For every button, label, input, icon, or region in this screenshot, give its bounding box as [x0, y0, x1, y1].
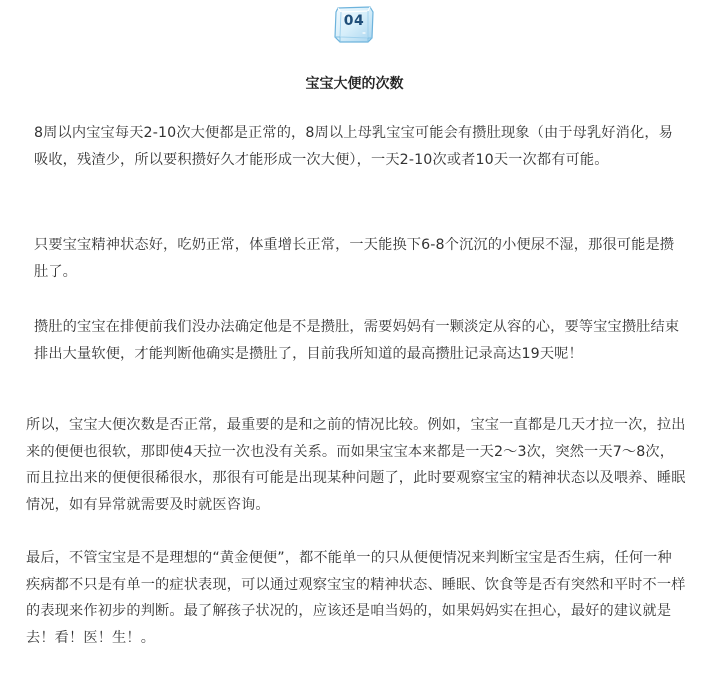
badge-number: 04 — [343, 13, 365, 29]
paragraph-conclusion: 最后，不管宝宝是不是理想的“黄金便便”，都不能单一的只从便便情况来判断宝宝是否生病，任何一种疾病都不只是有单一的症状表现，可以通过观察宝宝的精神状态、睡眠、饮食等是否有突然和平时不一样的表现来作初步的判断。最了解孩子状况的，应该还是咱当妈的，如果妈妈实在担心，最好的建议就是去！看！医！生！。 — [26, 550, 686, 646]
paragraph-stool-holding: 攒肚的宝宝在排便前我们没办法确定他是不是攒肚，需要妈妈有一颗淡定从容的心，要等宝宝攒肚结束排出大量软便，才能判断他确实是攒肚了，目前我所知道的最高攒肚记录高达19天呢！ — [34, 319, 680, 362]
paragraph-comparison: 所以，宝宝大便次数是否正常，最重要的是和之前的情况比较。例如，宝宝一直都是几天才拉一次，拉出来的便便也很软，那即使4天拉一次也没有关系。而如果宝宝本来都是一天2～3次，突然一天7～8次，而且拉出来的便便很稀很水，那很有可能是出现某种问题了，此时要观察宝宝的精神状态以及喂养、睡眠情况，如有异常就需要及时就医咨询。 — [26, 417, 686, 513]
article-title: 宝宝大便的次数 — [305, 76, 404, 92]
section-number-badge — [332, 4, 376, 44]
paragraph-bowel-frequency: 8周以内宝宝每天2-10次大便都是正常的，8周以上母乳宝宝可能会有攒肚现象（由于母乳好消化，易吸收，残渣少，所以要积攒好久才能形成一次大便），一天2-10次或者10天一次都有可能。 — [34, 125, 673, 168]
paragraph-healthy-signs: 只要宝宝精神状态好，吃奶正常，体重增长正常，一天能换下6-8个沉沉的小便尿不湿，那很可能是攒肚了。 — [34, 237, 675, 280]
